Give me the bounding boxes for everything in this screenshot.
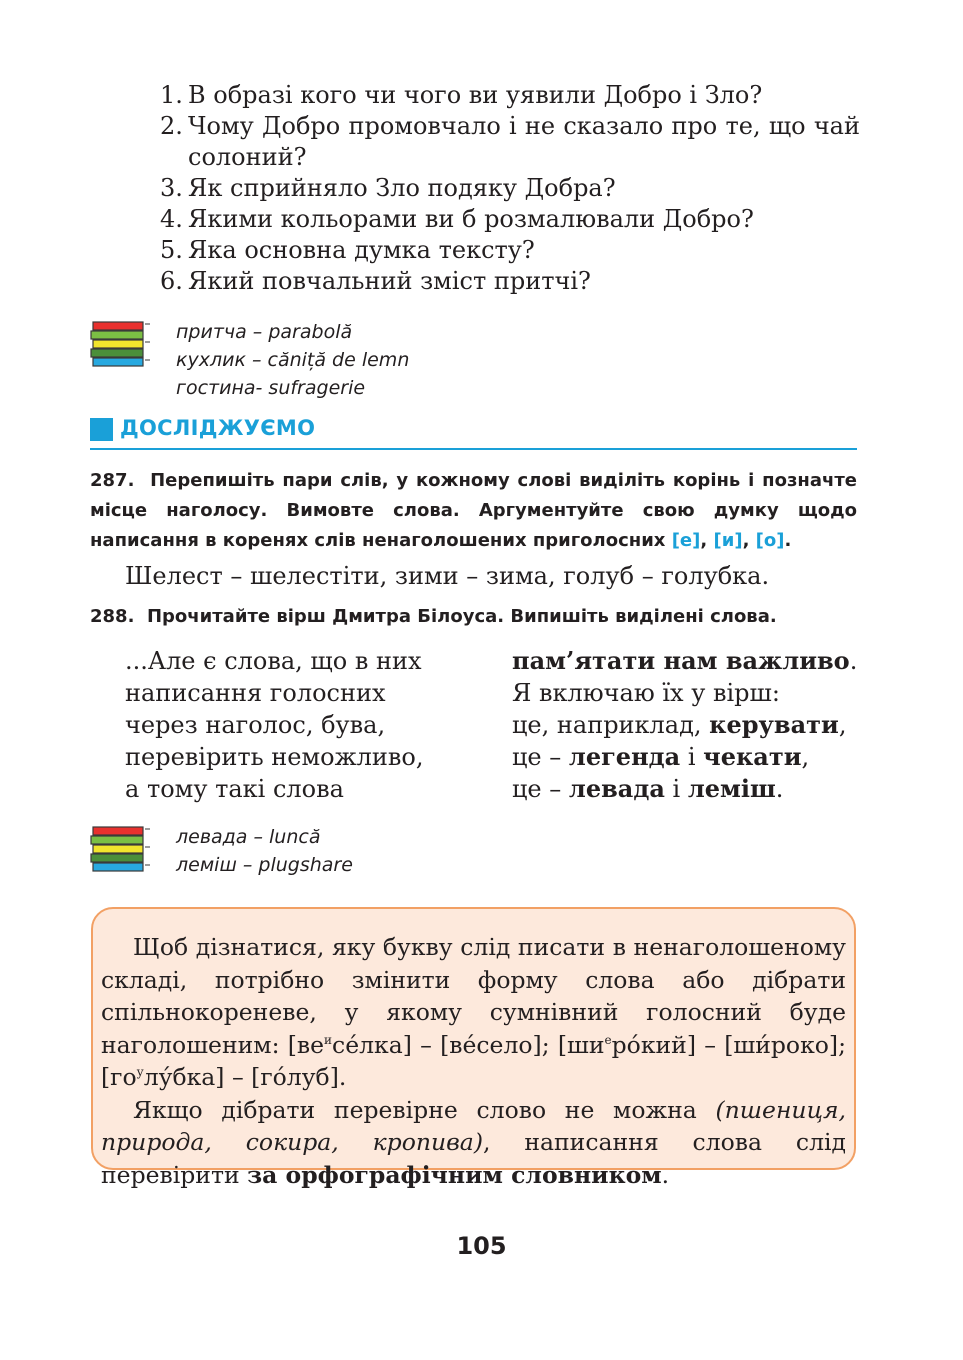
question-text: В образі кого чи чого ви уявили Добро і Зло? bbox=[188, 81, 763, 109]
rule-text: , написання слова слід перевірити bbox=[101, 1128, 846, 1189]
poem-text: і bbox=[664, 775, 688, 803]
highlighted-word: керувати bbox=[709, 710, 839, 739]
question-text: Якими кольорами ви б розмалювали Добро? bbox=[188, 205, 754, 233]
rule-paragraph bbox=[101, 1094, 846, 1192]
rule-examples: (пшениця, природа, сокира, кропива) bbox=[101, 1095, 846, 1156]
vowel-y: [и] bbox=[713, 530, 743, 551]
poem-line: через наголос, бува, bbox=[125, 711, 386, 739]
vowel-superscript: е bbox=[604, 1032, 612, 1047]
question-item bbox=[160, 111, 860, 173]
books-icon bbox=[90, 318, 152, 370]
separator: , bbox=[700, 530, 714, 551]
poem-line bbox=[512, 645, 857, 677]
vowel-superscript: и bbox=[324, 1032, 333, 1047]
highlighted-word: левада bbox=[568, 774, 665, 803]
vowel-o: [о] bbox=[755, 530, 785, 551]
section-title: ДОСЛІДЖУЄМО bbox=[120, 416, 316, 440]
rule-text: лу́бка] – [го́луб]. bbox=[143, 1063, 347, 1091]
rule-emphasis: за орфографічним словником bbox=[247, 1160, 662, 1189]
question-item bbox=[160, 235, 860, 266]
question-number: 1. bbox=[160, 81, 183, 109]
questions-list bbox=[160, 80, 860, 297]
section-marker-icon bbox=[90, 418, 113, 441]
punctuation: , bbox=[801, 743, 810, 771]
highlighted-word: чекати bbox=[703, 742, 802, 771]
example-287: Шелест – шелестіти, зими – зима, голуб – голубка. bbox=[125, 562, 770, 590]
poem-text: і bbox=[680, 743, 704, 771]
poem-line: Я включаю їх у вірш: bbox=[512, 679, 780, 707]
vowel-superscript: у bbox=[136, 1065, 144, 1080]
poem-line: написання голосних bbox=[125, 679, 386, 707]
question-number: 4. bbox=[160, 205, 183, 233]
rule-text: Якщо дібрати перевірне слово не можна bbox=[133, 1095, 716, 1124]
task-288 bbox=[90, 602, 857, 632]
poem-left-column bbox=[125, 645, 424, 805]
punctuation: , bbox=[838, 711, 847, 739]
question-number: 6. bbox=[160, 267, 183, 295]
task-text: Прочитайте вірш Дмитра Білоуса. Випишіть виділені слова. bbox=[146, 606, 777, 627]
rule-text: Щоб дізнатися, яку букву слід писати в ненаголошеному складі, потрібно змінити форму слова або дібрати спільнокореневе, у якому сумнівний голосний буде наголошеним: [ве bbox=[101, 933, 846, 1059]
task-number: 288. bbox=[90, 606, 135, 627]
punctuation: . bbox=[849, 647, 858, 675]
vocabulary-words bbox=[176, 823, 353, 879]
question-item bbox=[160, 266, 860, 297]
rule-text: се́лка] – [ве́село]; [ши bbox=[332, 1030, 605, 1059]
highlighted-word: легенда bbox=[568, 742, 681, 771]
highlighted-word: пам’ятати нам важливо bbox=[512, 646, 850, 675]
poem-text: це – bbox=[512, 743, 569, 771]
question-item bbox=[160, 204, 860, 235]
question-text: Яка основна думка тексту? bbox=[188, 236, 535, 264]
question-text: Який повчальний зміст притчі? bbox=[188, 267, 591, 295]
task-text: Перепишіть пари слів, у кожному слові виділіть корінь і позначте місце наголосу. Вимовте слова. Аргументуйте свою думку щодо написання в коренях слів ненаголошених приголосних bbox=[90, 470, 857, 551]
punctuation: . bbox=[775, 775, 784, 803]
task-end: . bbox=[784, 530, 792, 551]
poem-line: перевірить неможливо, bbox=[125, 743, 424, 771]
page-number: 105 bbox=[456, 1232, 507, 1260]
task-number: 287. bbox=[90, 470, 135, 491]
poem-text: це – bbox=[512, 775, 569, 803]
poem-text: це, наприклад, bbox=[512, 711, 710, 739]
books-icon bbox=[90, 823, 152, 875]
rule-box bbox=[91, 907, 856, 1189]
vocabulary-entry: левада – luncă bbox=[176, 826, 321, 848]
question-text: Як сприйняло Зло подяку Добра? bbox=[188, 174, 616, 202]
poem-right-column bbox=[512, 645, 857, 805]
section-header bbox=[90, 416, 857, 450]
punctuation: . bbox=[661, 1160, 670, 1189]
poem-line bbox=[512, 773, 857, 805]
vowel-e: [е] bbox=[671, 530, 701, 551]
poem-line: а тому такі слова bbox=[125, 775, 344, 803]
poem-line: ...Але є слова, що в них bbox=[125, 647, 422, 675]
vocabulary-entry: притча – parabolă bbox=[176, 321, 353, 343]
vocabulary-words bbox=[176, 318, 409, 402]
question-number: 2. bbox=[160, 112, 183, 140]
question-number: 5. bbox=[160, 236, 183, 264]
question-number: 3. bbox=[160, 174, 183, 202]
poem-line bbox=[512, 741, 857, 773]
rule-paragraph bbox=[101, 931, 846, 1094]
poem-line bbox=[512, 709, 857, 741]
question-text: Чому Добро промовчало і не сказало про те, що чай солоний? bbox=[188, 112, 860, 171]
question-item bbox=[160, 173, 860, 204]
question-item bbox=[160, 80, 860, 111]
vocabulary-entry: кухлик – căniță de lemn bbox=[176, 349, 410, 371]
vocabulary-entry: леміш – plugshare bbox=[176, 854, 353, 876]
vocabulary-entry: гостина- sufragerie bbox=[176, 377, 366, 399]
task-287 bbox=[90, 466, 857, 556]
rule-text: ро́кий] – [ши́роко]; [го bbox=[101, 1030, 847, 1091]
highlighted-word: леміш bbox=[687, 774, 776, 803]
separator: , bbox=[742, 530, 756, 551]
